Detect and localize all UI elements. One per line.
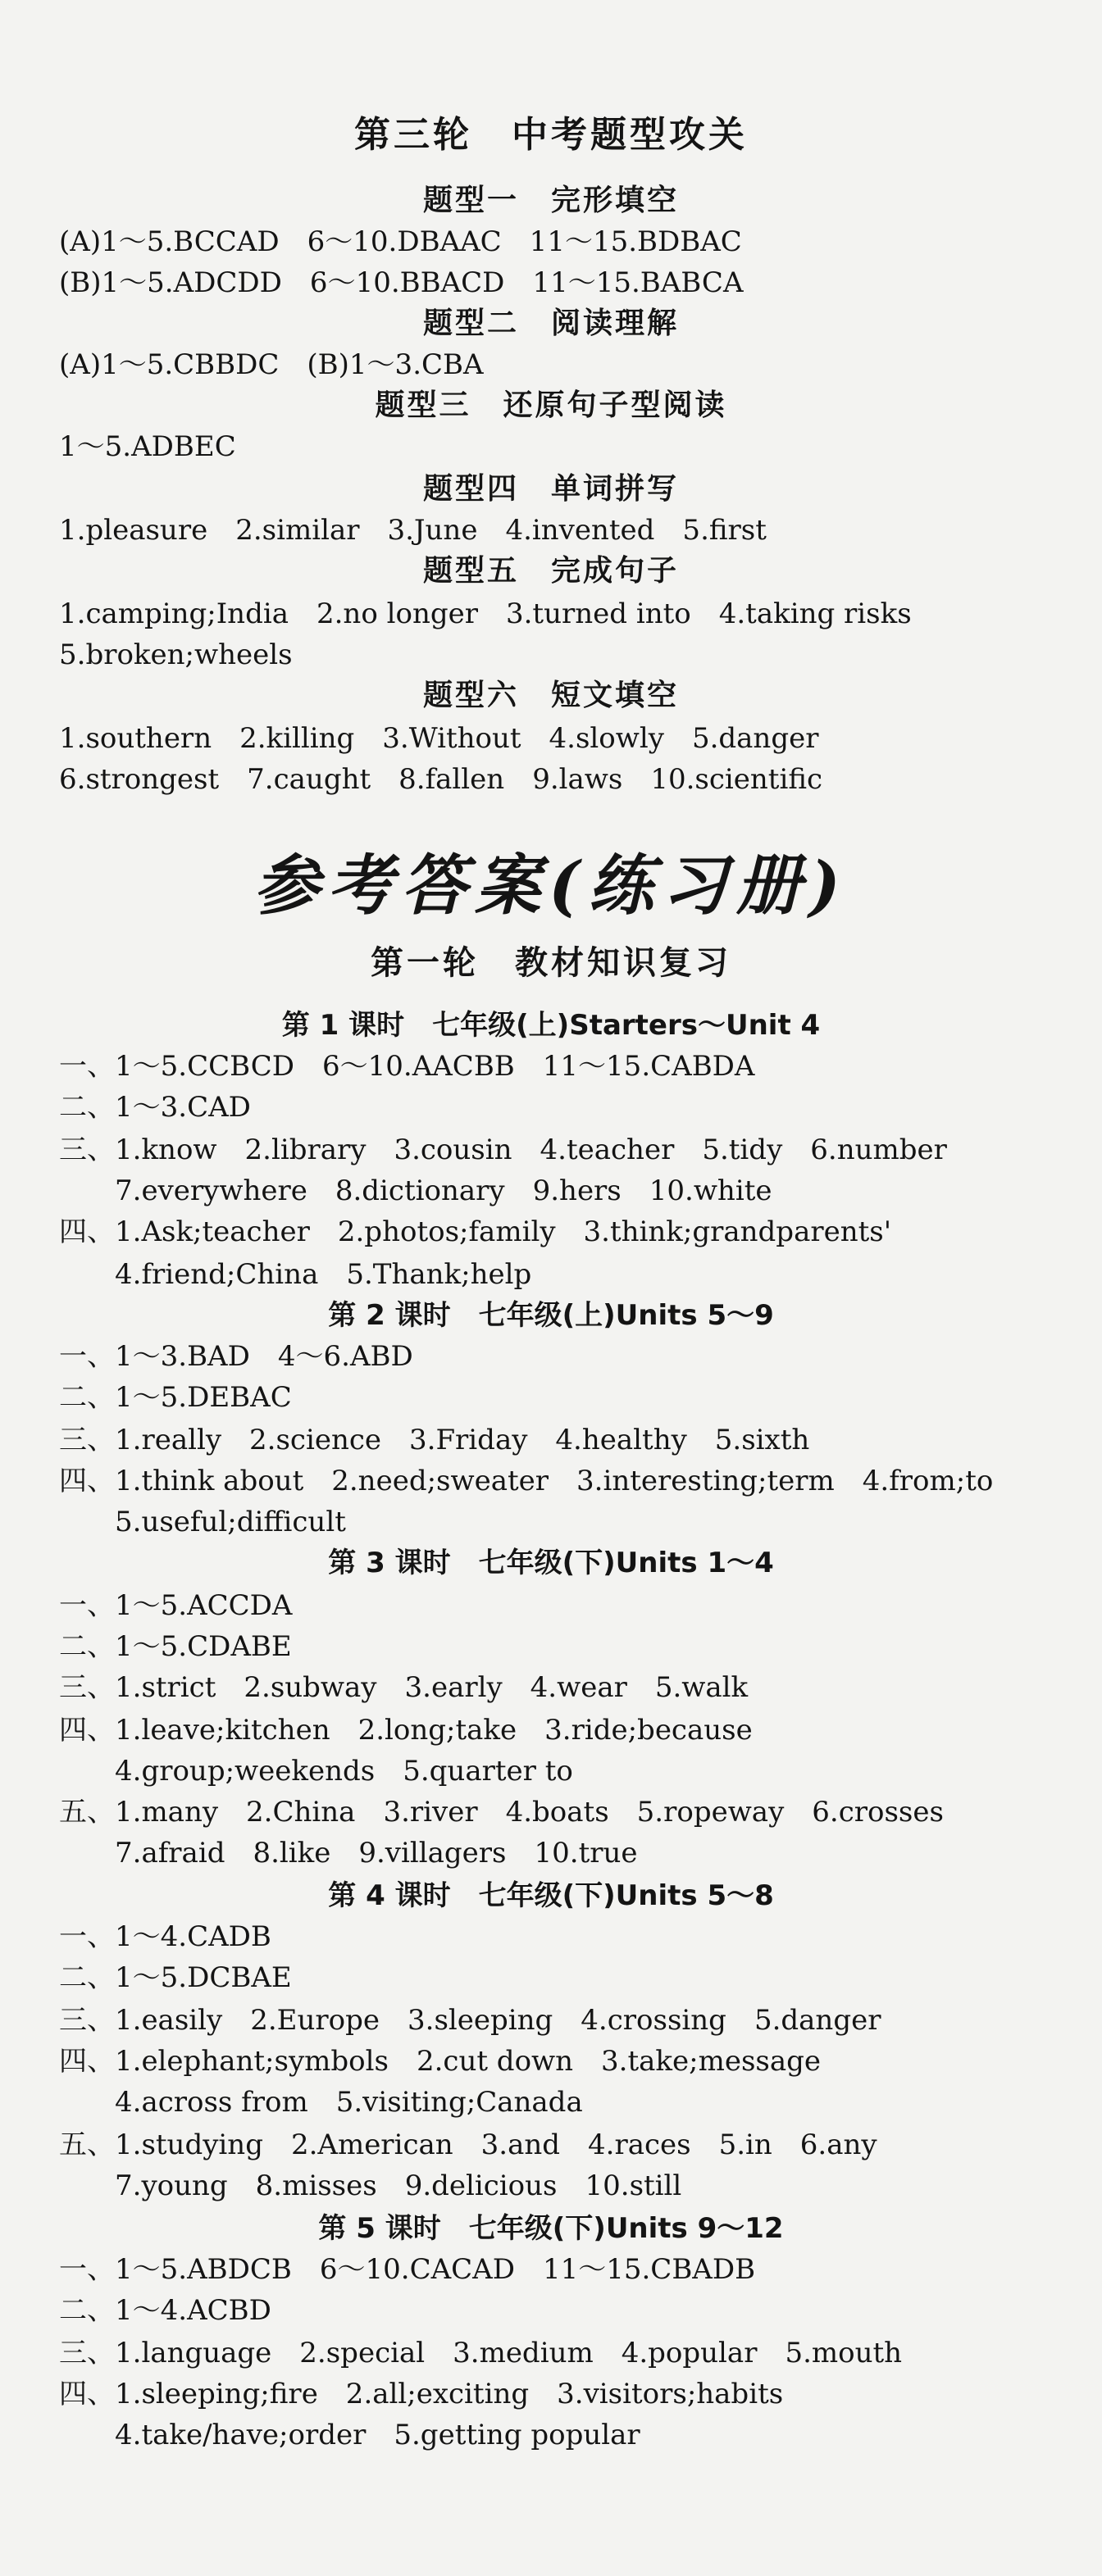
answer-line: 5.broken;wheels (59, 638, 293, 671)
answer-line: 三、1.know 2.library 3.cousin 4.teacher 5.tidy 6.number (59, 1134, 947, 1166)
answer-line: 7.young 8.misses 9.delicious 10.still (115, 2169, 682, 2202)
answer-line: (A)1～5.CBBDC (B)1～3.CBA (59, 348, 484, 381)
answer-line: 一、1～5.ABDCB 6～10.CACAD 11～15.CBADB (59, 2253, 756, 2286)
answer-line: (A)1～5.BCCAD 6～10.DBAAC 11～15.BDBAC (59, 225, 742, 258)
answer-line: 4.friend;China 5.Thank;help (115, 1258, 532, 1291)
answer-line: 1～5.ADBEC (59, 430, 236, 463)
answer-line: 一、1～3.BAD 4～6.ABD (59, 1340, 413, 1373)
answer-line: 四、1.leave;kitchen 2.long;take 3.ride;because (59, 1714, 753, 1747)
round1-subtitle: 第一轮 教材知识复习 (371, 944, 731, 982)
type1-heading: 题型一 完形填空 (422, 184, 679, 217)
type5-heading: 题型五 完成句子 (422, 554, 679, 588)
lesson4-heading: 第 4 课时 七年级(下)Units 5～8 (328, 1879, 774, 1912)
answer-line: 三、1.language 2.special 3.medium 4.popular 5.mouth (59, 2337, 903, 2369)
lesson3-heading: 第 3 课时 七年级(下)Units 1～4 (328, 1547, 774, 1579)
answer-line: 1.southern 2.killing 3.Without 4.slowly 5.danger (59, 722, 819, 755)
answer-line: 三、1.really 2.science 3.Friday 4.healthy 5.sixth (59, 1424, 810, 1456)
answer-line: 4.across from 5.visiting;Canada (115, 2086, 583, 2119)
answer-line: 二、1～5.DEBAC (59, 1381, 292, 1414)
answer-line: 二、1～4.ACBD (59, 2294, 271, 2327)
answer-line: 一、1～4.CADB (59, 1920, 271, 1953)
answer-line: 四、1.Ask;teacher 2.photos;family 3.think;grandparents' (59, 1215, 892, 1248)
answer-line: 5.useful;difficult (115, 1506, 346, 1538)
answer-line: 4.group;weekends 5.quarter to (115, 1755, 573, 1788)
type2-heading: 题型二 阅读理解 (422, 307, 679, 340)
answer-line: 四、1.elephant;symbols 2.cut down 3.take;message (59, 2045, 822, 2078)
answer-line: 二、1～5.DCBAE (59, 1961, 292, 1994)
answer-line: 五、1.studying 2.American 3.and 4.races 5.in 6.any (59, 2128, 877, 2161)
answer-line: 7.afraid 8.like 9.villagers 10.true (115, 1837, 638, 1870)
answer-line: 7.everywhere 8.dictionary 9.hers 10.white (115, 1174, 772, 1207)
workbook-answers-title: 参考答案(练习册) (253, 847, 849, 924)
answer-line: 四、1.think about 2.need;sweater 3.interesting;term 4.from;to (59, 1465, 994, 1497)
answer-line: 二、1～3.CAD (59, 1091, 251, 1124)
answer-line: 4.take/have;order 5.getting popular (115, 2419, 640, 2451)
answer-line: 四、1.sleeping;fire 2.all;exciting 3.visitors;habits (59, 2378, 784, 2410)
answer-line: 五、1.many 2.China 3.river 4.boats 5.ropeway 6.crosses (59, 1796, 944, 1829)
lesson1-heading: 第 1 课时 七年级(上)Starters～Unit 4 (281, 1009, 821, 1042)
answer-line: 三、1.easily 2.Europe 3.sleeping 4.crossing 5.danger (59, 2004, 881, 2037)
answer-line: 一、1～5.ACCDA (59, 1589, 293, 1622)
answer-line: 一、1～5.CCBCD 6～10.AACBB 11～15.CABDA (59, 1050, 755, 1083)
type6-heading: 题型六 短文填空 (422, 679, 679, 712)
answer-line: 1.camping;India 2.no longer 3.turned into 4.taking risks (59, 597, 912, 630)
type3-heading: 题型三 还原句子型阅读 (375, 388, 727, 422)
answer-line: 1.pleasure 2.similar 3.June 4.invented 5.first (59, 514, 767, 547)
section1-title: 第三轮 中考题型攻关 (354, 114, 748, 156)
answer-line: 三、1.strict 2.subway 3.early 4.wear 5.walk (59, 1671, 749, 1704)
lesson5-heading: 第 5 课时 七年级(下)Units 9～12 (318, 2212, 784, 2245)
answer-line: 6.strongest 7.caught 8.fallen 9.laws 10.scientific (59, 763, 823, 796)
type4-heading: 题型四 单词拼写 (422, 472, 679, 506)
lesson2-heading: 第 2 课时 七年级(上)Units 5～9 (328, 1299, 774, 1332)
answer-line: (B)1～5.ADCDD 6～10.BBACD 11～15.BABCA (59, 266, 744, 299)
answer-line: 二、1～5.CDABE (59, 1630, 292, 1663)
